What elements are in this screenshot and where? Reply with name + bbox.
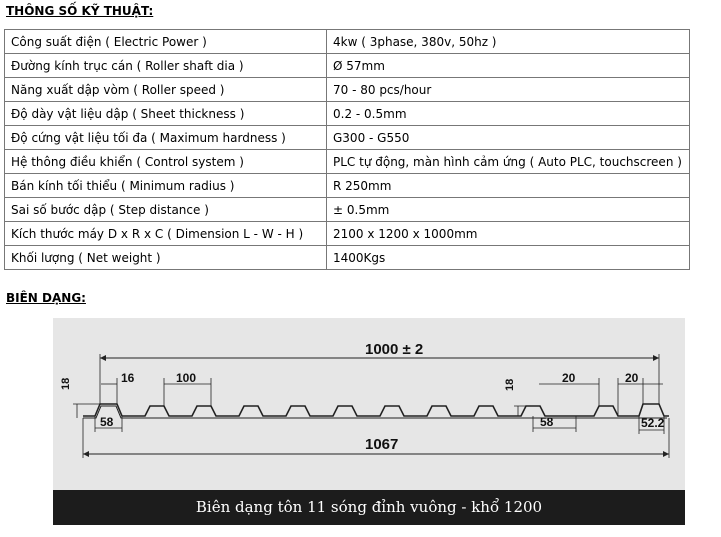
arrow-icon <box>653 355 659 361</box>
table-row <box>5 150 690 174</box>
dim-58-left-label: 58 <box>100 415 114 429</box>
arrow-icon <box>663 451 669 457</box>
table-row <box>5 222 690 246</box>
spec-label: Khối lượng ( Net weight ) <box>5 246 327 270</box>
dim-20b-label: 20 <box>625 371 639 385</box>
table-row <box>5 174 690 198</box>
dim-58-right-label: 58 <box>540 415 554 429</box>
table-row <box>5 246 690 270</box>
spec-label: Kích thước máy D x R x C ( Dimension L - W - H ) <box>5 222 327 246</box>
spec-label: Hệ thông điều khiển ( Control system ) <box>5 150 327 174</box>
sheet-profile <box>83 404 669 416</box>
spec-value: 0.2 - 0.5mm <box>327 102 690 126</box>
dim-18-left-label: 18 <box>60 377 72 390</box>
spec-label: Công suất điện ( Electric Power ) <box>5 30 327 54</box>
dim-cover-label: 1000 ± 2 <box>365 341 424 358</box>
spec-label: Đường kính trục cán ( Roller shaft dia ) <box>5 54 327 78</box>
table-row <box>5 126 690 150</box>
arrow-icon <box>83 451 89 457</box>
table-row <box>5 30 690 54</box>
table-row <box>5 198 690 222</box>
spec-heading: THÔNG SỐ KỸ THUẬT: <box>6 4 154 18</box>
table-row <box>5 78 690 102</box>
profile-drawing <box>53 318 685 525</box>
arrow-icon <box>100 355 106 361</box>
dim-18-right-label: 18 <box>504 378 516 391</box>
table-row <box>5 102 690 126</box>
spec-value: PLC tự động, màn hình cảm ứng ( Auto PLC, touchscreen ) <box>327 150 690 174</box>
spec-value: 1400Kgs <box>327 246 690 270</box>
spec-value: R 250mm <box>327 174 690 198</box>
profile-diagram <box>53 318 685 490</box>
spec-value: ± 0.5mm <box>327 198 690 222</box>
spec-value: Ø 57mm <box>327 54 690 78</box>
dim-20a-label: 20 <box>562 371 576 385</box>
dim-52-label: 52.2 <box>641 416 665 430</box>
spec-value: 4kw ( 3phase, 380v, 50hz ) <box>327 30 690 54</box>
profile-caption: Biên dạng tôn 11 sóng đỉnh vuông - khổ 1200 <box>53 490 685 525</box>
spec-table <box>4 29 690 270</box>
dim-total-label: 1067 <box>365 436 399 453</box>
profile-heading: BIÊN DẠNG: <box>6 291 86 305</box>
table-row <box>5 54 690 78</box>
spec-label: Độ dày vật liệu dập ( Sheet thickness ) <box>5 102 327 126</box>
dim-100-label: 100 <box>176 371 197 385</box>
dim-16-label: 16 <box>121 371 135 385</box>
spec-label: Năng xuất dập vòm ( Roller speed ) <box>5 78 327 102</box>
spec-label: Bán kính tối thiểu ( Minimum radius ) <box>5 174 327 198</box>
spec-value: G300 - G550 <box>327 126 690 150</box>
spec-value: 2100 x 1200 x 1000mm <box>327 222 690 246</box>
spec-label: Độ cứng vật liệu tối đa ( Maximum hardness ) <box>5 126 327 150</box>
spec-value: 70 - 80 pcs/hour <box>327 78 690 102</box>
spec-label: Sai số bước dập ( Step distance ) <box>5 198 327 222</box>
